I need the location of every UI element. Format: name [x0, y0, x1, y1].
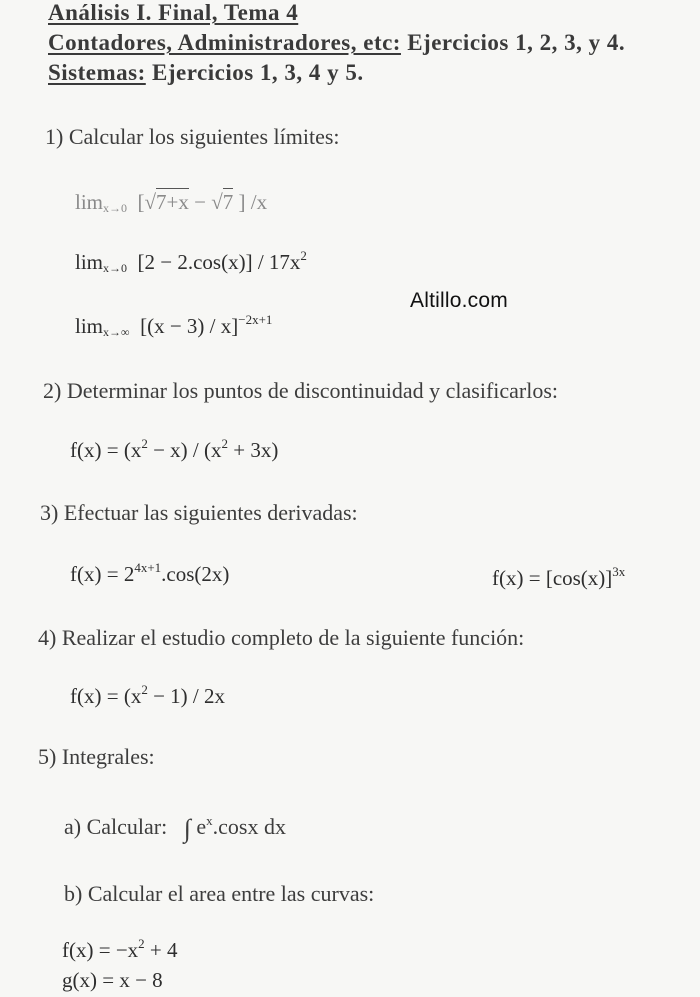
exercise-5b: b) Calcular el area entre las curvas: [64, 881, 375, 906]
sistemas-label: Sistemas: [48, 60, 146, 85]
curve-g: g(x) = x − 8 [62, 968, 163, 992]
sistemas-exercises: Ejercicios 1, 3, 4 y 5. [145, 60, 364, 85]
exam-title-text: Análisis I. Final, Tema 4 [48, 0, 299, 25]
exam-title [48, 0, 298, 26]
limit-1-radicand-b: 7 [222, 190, 234, 214]
exercise-4-function: $f(x) = (x^2 - 1) / 2x$ [70, 682, 225, 708]
exercise-2-function: $f(x) = (x^2 - x) / (x^2 + 3x)$ [70, 436, 279, 462]
limit-2: $\lim_{x\to 0} [2 - 2.\cos(x)] / 17x^2$ [75, 248, 307, 275]
curve-f: $f(x) = -x^2 + 4$ [62, 936, 178, 962]
header-line-contadores [48, 30, 625, 56]
derivative-1: $f(x) = 2^{4x+1}.\cos(2x)$ [70, 560, 230, 586]
exercise-1-title: 1) Calcular los siguientes límites: [45, 124, 340, 149]
watermark-altillo: Altillo.com [410, 289, 508, 312]
header-line-sistemas [48, 60, 364, 86]
derivative-2: $f(x) = [\cos(x)]^{3x}$ [492, 564, 626, 590]
integral-sign: ∫ [183, 814, 191, 843]
exercise-5-title: 5) Integrales: [38, 744, 155, 769]
contadores-label: Contadores, Administradores, etc: [48, 30, 401, 55]
exercise-4-title: 4) Realizar el estudio completo de la siguiente función: [38, 625, 525, 650]
limit-3: $\lim_{x\to\infty} [(x - 3) / x]^{-2x+1}$ [75, 312, 273, 339]
limit-1-radicand-a: 7+x [156, 190, 189, 214]
contadores-exercises: Ejercicios 1, 2, 3, y 4. [400, 30, 626, 55]
exercise-3-title: 3) Efectuar las siguientes derivadas: [40, 500, 358, 525]
exercise-2-title: 2) Determinar los puntos de discontinuidad y clasificarlos: [43, 378, 559, 403]
exercise-5a: a) Calcular: ∫ $e^x.\cos x$ dx [64, 813, 286, 843]
limit-1: $\lim_{x\to 0} [√7+x - √7$ ] /x [75, 190, 268, 215]
